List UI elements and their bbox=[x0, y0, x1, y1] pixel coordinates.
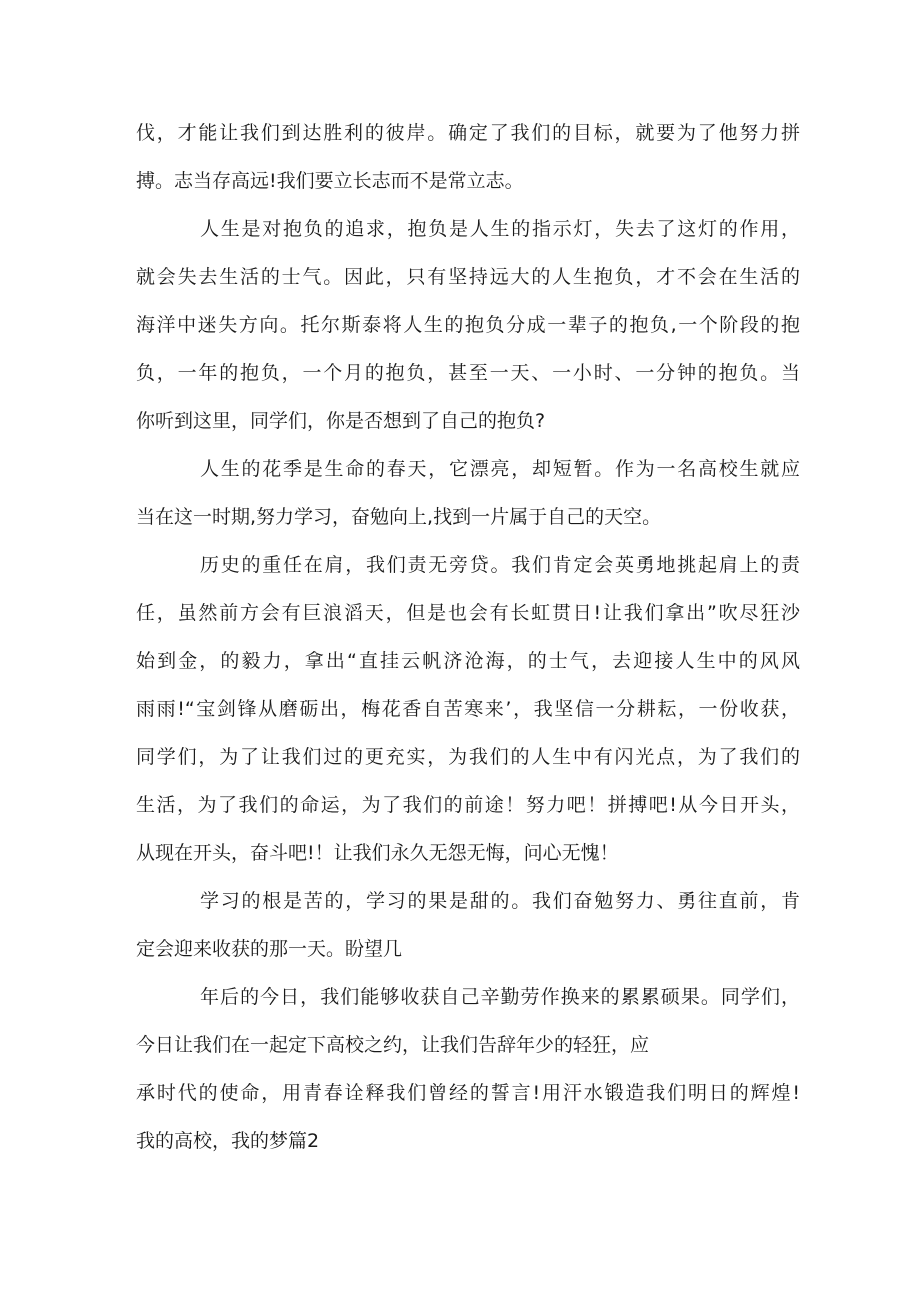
paragraph-first-line: 学习的根是苦的，学习的果是甜的。我们奋勉努力、勇往直前，肯 bbox=[200, 890, 800, 912]
text-line: 雨雨!“宝剑锋从磨砺出，梅花香自苦寒来’，我坚信一分耕耘，一份收获， bbox=[136, 698, 800, 720]
paragraph-first-line: 人生的花季是生命的春天，它漂亮，却短暂。作为一名高校生就应 bbox=[200, 458, 800, 480]
text-line: 同学们，为了让我们过的更充实，为我们的人生中有闪光点，为了我们的 bbox=[136, 746, 800, 768]
text-line: 任，虽然前方会有巨浪滔天，但是也会有长虹贯日!让我们拿出”吹尽狂沙 bbox=[136, 602, 800, 624]
text-line: 今日让我们在一起定下高校之约，让我们告辞年少的轻狂，应 bbox=[136, 1034, 650, 1056]
text-line: 承时代的使命，用青春诠释我们曾经的誓言!用汗水锻造我们明日的辉煌! bbox=[136, 1082, 800, 1104]
text-line: 伐，才能让我们到达胜利的彼岸。确定了我们的目标，就要为了他努力拼 bbox=[136, 122, 800, 144]
text-line: 你听到这里，同学们，你是否想到了自己的抱负? bbox=[136, 410, 546, 432]
paragraph-first-line: 历史的重任在肩，我们责无旁贷。我们肯定会英勇地挑起肩上的责 bbox=[200, 554, 800, 576]
text-line: 搏。志当存高远!我们要立长志而不是常立志。 bbox=[136, 170, 524, 192]
section-heading: 我的高校，我的梦篇2 bbox=[136, 1130, 320, 1152]
text-line: 海洋中迷失方向。托尔斯泰将人生的抱负分成一辈子的抱负,一个阶段的抱 bbox=[136, 314, 800, 336]
text-line: 生活，为了我们的命运，为了我们的前途！努力吧！拼搏吧!从今日开头， bbox=[136, 794, 800, 816]
text-line: 就会失去生活的士气。因此，只有坚持远大的人生抱负，才不会在生活的 bbox=[136, 266, 800, 288]
text-line: 负，一年的抱负，一个月的抱负，甚至一天、一小时、一分钟的抱负。当 bbox=[136, 362, 800, 384]
text-line: 当在这一时期,努力学习，奋勉向上,找到一片属于自己的天空。 bbox=[136, 506, 662, 528]
paragraph-first-line: 人生是对抱负的追求，抱负是人生的指示灯，失去了这灯的作用， bbox=[200, 218, 800, 240]
text-line: 始到金，的毅力，拿出“直挂云帆济沧海，的士气，去迎接人生中的风风 bbox=[136, 650, 800, 672]
paragraph-first-line: 年后的今日，我们能够收获自己辛勤劳作换来的累累硕果。同学们， bbox=[200, 986, 800, 1008]
text-line: 从现在开头，奋斗吧!！让我们永久无怨无悔，问心无愧！ bbox=[136, 842, 619, 864]
text-line: 定会迎来收获的那一天。盼望几 bbox=[136, 938, 403, 960]
